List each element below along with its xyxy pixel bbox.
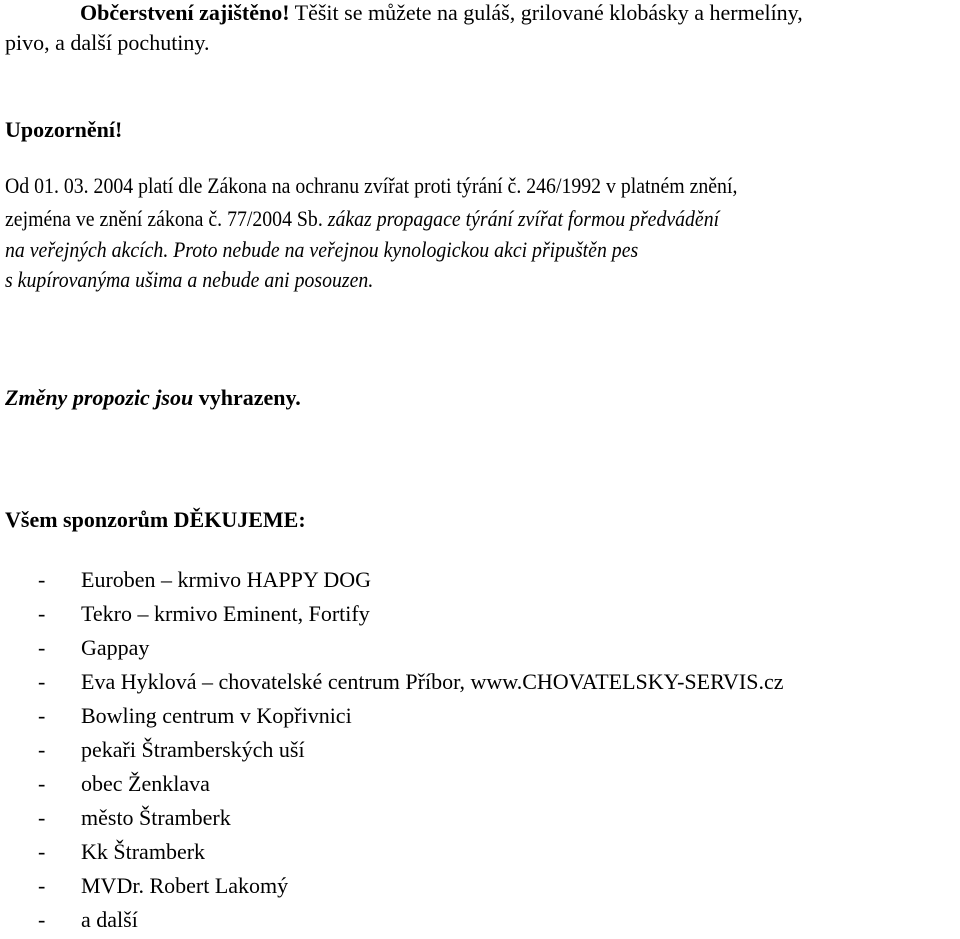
catering-text: Těšit se můžete na guláš, grilované klobásky a hermelíny,	[289, 0, 803, 25]
catering-line-2	[5, 30, 210, 56]
list-item-text: obec Ženklava	[81, 771, 210, 796]
list-dash: -	[38, 839, 46, 864]
catering-text-2: pivo, a další pochutiny.	[5, 30, 210, 55]
notice-text-1: Od 01. 03. 2004 platí dle Zákona na ochranu zvířat proti týrání č. 246/1992 v platném znění,	[5, 173, 738, 198]
notice-text-2-plain: zejména ve znění zákona č. 77/2004 Sb.	[5, 206, 328, 231]
list-dash: -	[38, 703, 46, 728]
notice-line-2	[5, 206, 798, 232]
notice-line-3	[5, 237, 709, 263]
list-item-text: Kk Štramberk	[81, 839, 206, 864]
changes-italic: Změny propozic jsou	[5, 385, 194, 410]
list-dash: -	[38, 771, 46, 796]
list-item-text: Euroben – krmivo HAPPY DOG	[81, 567, 372, 592]
list-item-text: Tekro – krmivo Eminent, Fortify	[81, 601, 370, 626]
list-dash: -	[38, 805, 46, 830]
catering-lead: Občerstvení zajištěno!	[80, 0, 290, 25]
list-item-text: Bowling centrum v Kopřivnici	[81, 703, 352, 728]
list-dash: -	[38, 635, 46, 660]
changes-line	[5, 385, 301, 411]
list-dash: -	[38, 669, 46, 694]
list-dash: -	[38, 873, 46, 898]
list-dash: -	[38, 601, 46, 626]
list-item-text: pekaři Štramberských uší	[81, 737, 305, 762]
list-dash: -	[38, 907, 46, 932]
list-item-text: Eva Hyklová – chovatelské centrum Příbor, www.CHOVATELSKY-SERVIS.cz	[81, 669, 784, 694]
notice-text-2-italic: zákaz propagace týrání zvířat formou předvádění	[327, 206, 720, 231]
list-item-text: Gappay	[81, 635, 150, 660]
notice-text-3: na veřejných akcích. Proto nebude na veřejnou kynologickou akci připuštěn pes	[5, 237, 639, 262]
catering-line-1	[80, 0, 803, 26]
sponsors-heading: Všem sponzorům DĚKUJEME:	[5, 507, 306, 532]
notice-line-1	[5, 173, 819, 199]
notice-line-2-wrap	[5, 206, 719, 232]
list-item-text: a další	[81, 907, 138, 932]
list-dash: -	[38, 737, 46, 762]
notice-line-4	[5, 267, 414, 293]
notice-heading: Upozornění!	[5, 117, 123, 142]
list-item-text: město Štramberk	[81, 805, 231, 830]
list-dash: -	[38, 567, 46, 592]
notice-text-4: s kupírovanýma ušima a nebude ani posouzen.	[5, 267, 374, 292]
list-item-text: MVDr. Robert Lakomý	[81, 873, 289, 898]
changes-rest: vyhrazeny.	[193, 385, 301, 410]
